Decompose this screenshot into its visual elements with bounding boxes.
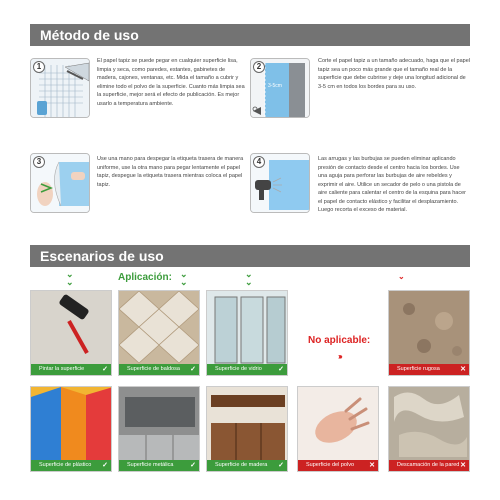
tile-peeling-wall (388, 386, 470, 472)
step-number: 3 (33, 156, 45, 168)
not-applicable-label: No aplicable: (308, 335, 371, 346)
step-4-text: Las arrugas y las burbujas se pueden eliminar aplicando presión de contacto desde el centro hacia los bordes. Use una aguja para perforar las burbujas de aire rebeldes y exprimir el aire. Utilice un secador de pelo o una pistola de aire caliente para calentar el centro de la esquina para hacer el papel de contacto elástico y facilitar el desplazamiento. Luego recorta el exceso de material. (318, 156, 466, 213)
down-arrows-red-icon: ⌄ (398, 272, 403, 281)
tile-caption: Superficie de madera ✓ (207, 460, 287, 471)
peeling-wall-icon (389, 387, 470, 462)
step-3-text: Use una mano para despegar la etiqueta trasera de manera uniforme, use la otra mano para pegar lentamente el papel tapiz, despegue la etiqueta trasera mientras coloca el papel tapiz. (97, 156, 244, 188)
tile-caption: Superficie del polvo ✕ (298, 460, 378, 471)
scenarios-banner: Escenarios de uso (30, 245, 470, 267)
step-1-text: El papel tapiz se puede pegar en cualquier superficie lisa, limpia y seca, como paredes, estantes, gabinetes de madera, cajones, ventanas, etc. Mida el tamaño a cubrir y elimine todo el polvo de la superficie. Cuanto más limpia sea la superficie, mejor será el efecto de publicación. Es mejor usarlo a temperatura ambiente. (97, 58, 245, 107)
right-arrows-icon: ›››› (338, 352, 341, 361)
tile-caption: Superficie de vidrio ✓ (207, 364, 287, 375)
diamond-tiles-icon (119, 291, 200, 366)
applicable-label: Aplicación: (118, 272, 172, 283)
tile-plastic-surface (30, 386, 112, 472)
paint-roller-icon (31, 291, 112, 366)
tile-caption: Superficie de plástico ✓ (31, 460, 111, 471)
kitchen-metal-icon (119, 387, 200, 462)
step-4-image (250, 153, 310, 213)
tile-metal-surface (118, 386, 200, 472)
tile-painted-surface (30, 290, 112, 376)
tile-rough-surface (388, 290, 470, 376)
step-3-image (30, 153, 90, 213)
down-arrows-icon: ⌄ ⌄ (66, 269, 74, 287)
tile-wood-surface (206, 386, 288, 472)
rough-wall-icon (389, 291, 470, 366)
down-arrows-icon: ⌄ ⌄ (245, 269, 253, 287)
tile-glass-surface (206, 290, 288, 376)
dusty-hand-icon (298, 387, 379, 462)
step-number: 1 (33, 61, 45, 73)
measure-label: 3-5cm (268, 83, 282, 89)
tile-caption: Superficie rugosa ✕ (389, 364, 469, 375)
down-arrows-icon: ⌄ ⌄ (180, 269, 188, 287)
step-1-image (30, 58, 90, 118)
step-2-image (250, 58, 310, 118)
tile-dusty-surface (297, 386, 379, 472)
tile-tile-surface (118, 290, 200, 376)
plastic-sheets-icon (31, 387, 112, 462)
step-2-text: Corte el papel tapiz a un tamaño adecuado, haga que el papel tapiz sea un poco más grande que el tamaño real de la superficie que debe cubrirse y deje una longitud adicional de 3-5 cm en todos los bordes para su uso. (318, 58, 470, 90)
tile-caption: Superficie metálica ✓ (119, 460, 199, 471)
tile-caption: Pintar la superficie ✓ (31, 364, 111, 375)
wood-cabinet-icon (207, 387, 288, 462)
step-number: 2 (253, 61, 265, 73)
step-number: 4 (253, 156, 265, 168)
method-banner: Método de uso (30, 24, 470, 46)
glass-window-icon (207, 291, 288, 366)
tile-caption: Descamación de la pared ✕ (389, 460, 469, 471)
tile-caption: Superficie de baldosa ✓ (119, 364, 199, 375)
